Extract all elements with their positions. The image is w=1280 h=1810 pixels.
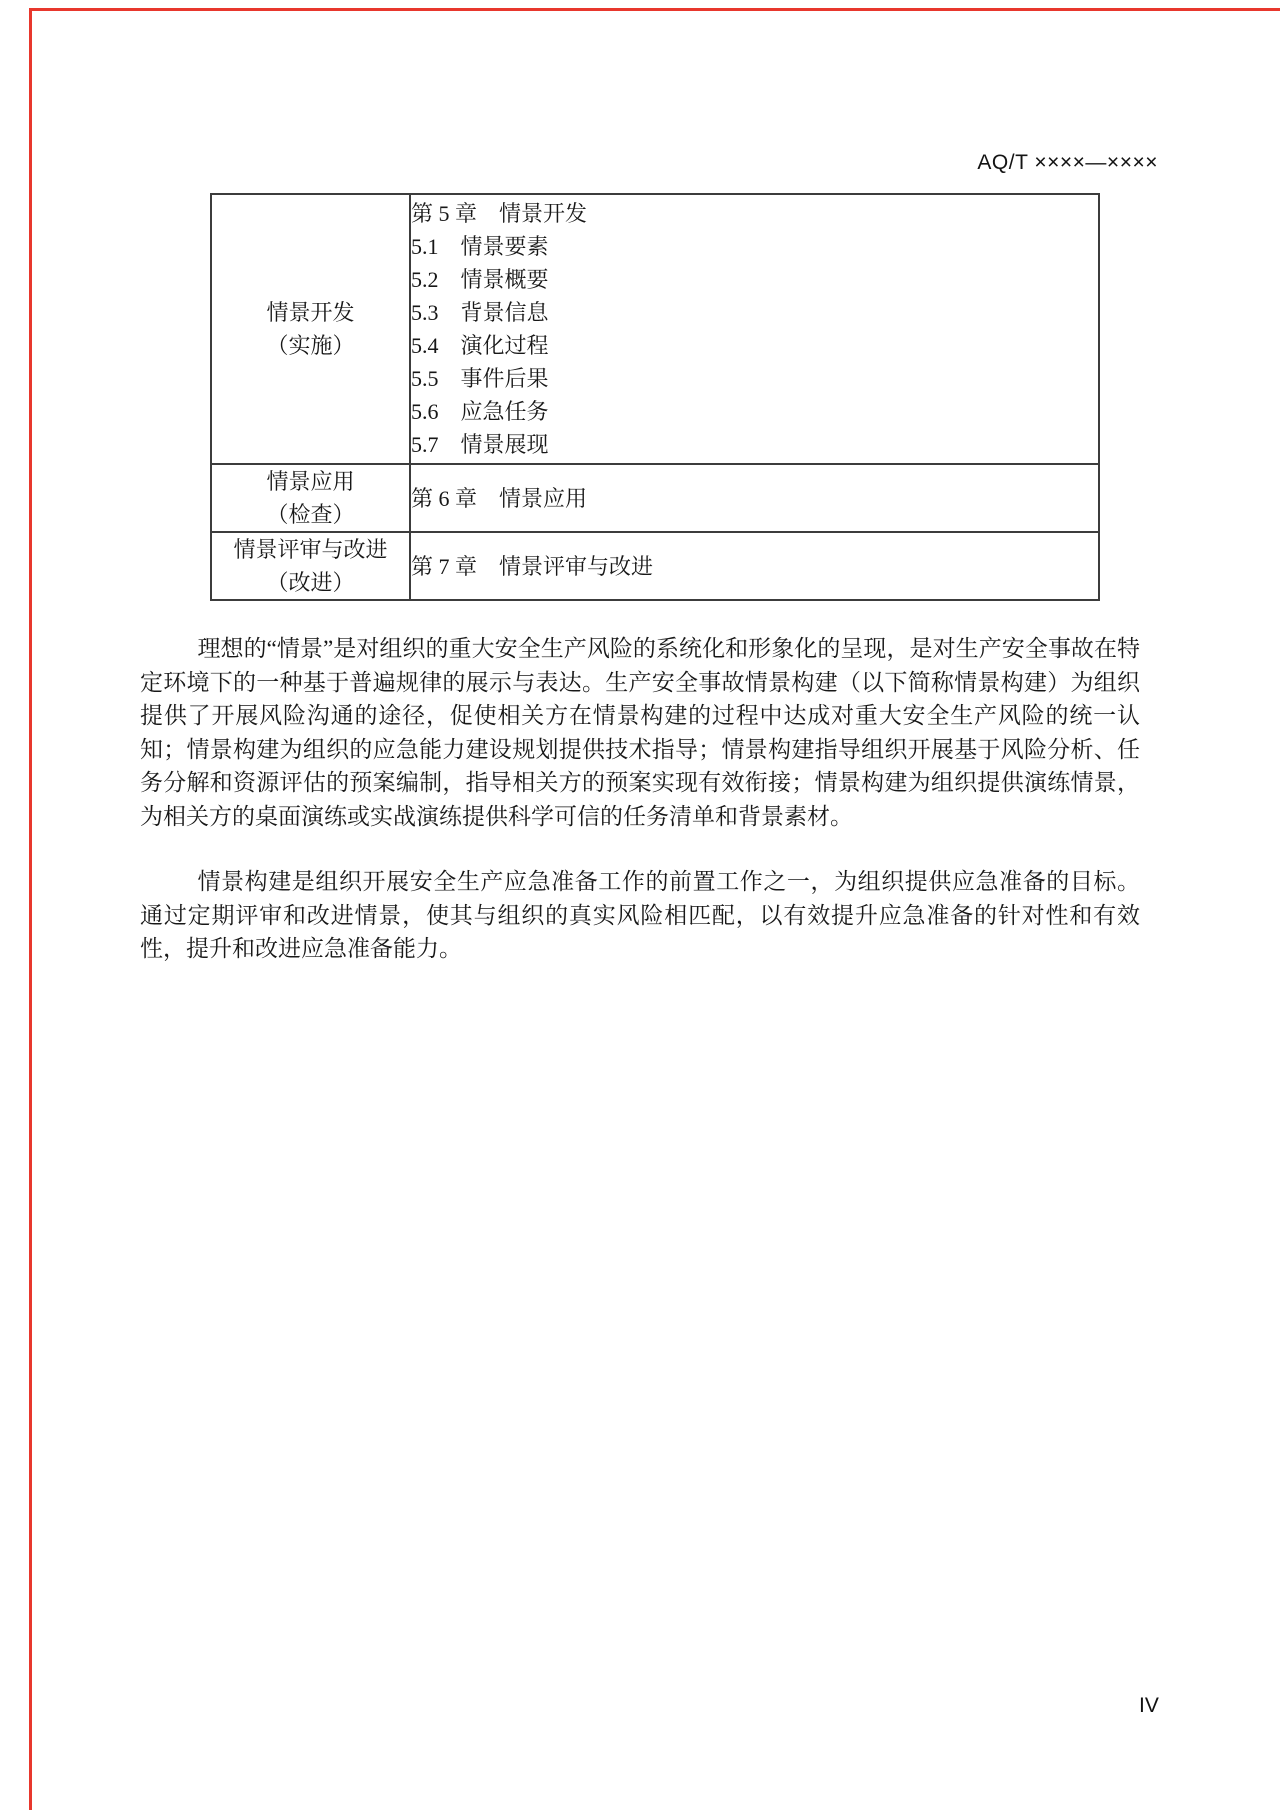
table-row-scenario-review: [211, 532, 1099, 600]
chapter-line: 5.4 演化过程: [411, 333, 549, 358]
chapters-cell-development: [410, 194, 1099, 464]
stage-name: 情景评审与改进: [233, 537, 388, 562]
page-edge-line-top: [29, 8, 1280, 11]
body-text: [140, 632, 1140, 998]
stage-phase: （实施）: [266, 333, 355, 358]
stage-cell-application: [211, 464, 410, 532]
chapters-cell-application: [410, 464, 1099, 532]
chapter-line: 5.6 应急任务: [411, 399, 549, 424]
chapter-line: 第 7 章 情景评审与改进: [411, 553, 654, 579]
standard-number-header: AQ/T ××××—××××: [977, 151, 1158, 174]
scenario-process-table: [210, 193, 1100, 601]
stage-phase: （改进）: [266, 570, 355, 595]
chapter-line: 5.3 背景信息: [411, 300, 549, 325]
chapter-line: 5.1 情景要素: [411, 234, 549, 259]
page-number: IV: [1139, 1694, 1159, 1717]
stage-cell-development: [211, 194, 410, 464]
table-row-scenario-application: [211, 464, 1099, 532]
stage-cell-review: [211, 532, 410, 600]
paragraph-scenario-definition: 理想的“情景”是对组织的重大安全生产风险的系统化和形象化的呈现，是对生产安全事故在特定环境下的一种基于普遍规律的展示与表达。生产安全事故情景构建（以下简称情景构建）为组织提供了开展风险沟通的途径，促使相关方在情景构建的过程中达成对重大安全生产风险的统一认知；情景构建为组织的应急能力建设规划提供技术指导；情景构建指导组织开展基于风险分析、任务分解和资源评估的预案编制，指导相关方的预案实现有效衔接；情景构建为组织提供演练情景，为相关方的桌面演练或实战演练提供科学可信的任务清单和背景素材。: [140, 636, 1140, 829]
chapter-line: 5.5 事件后果: [411, 366, 549, 391]
stage-name: 情景开发: [266, 300, 355, 325]
chapters-cell-review: [410, 532, 1099, 600]
chapter-line: 5.7 情景展现: [411, 432, 549, 457]
chapter-line: 第 5 章 情景开发: [411, 201, 588, 226]
stage-name: 情景应用: [266, 469, 355, 494]
chapter-line: 第 6 章 情景应用: [411, 485, 588, 511]
table-row-scenario-development: [211, 194, 1099, 464]
chapter-line: 5.2 情景概要: [411, 267, 549, 292]
page-edge-line-left: [29, 8, 32, 1810]
stage-phase: （检查）: [266, 502, 355, 527]
paragraph-scenario-purpose: 情景构建是组织开展安全生产应急准备工作的前置工作之一，为组织提供应急准备的目标。通过定期评审和改进情景，使其与组织的真实风险相匹配，以有效提升应急准备的针对性和有效性，提升和改进应急准备能力。: [140, 869, 1140, 961]
